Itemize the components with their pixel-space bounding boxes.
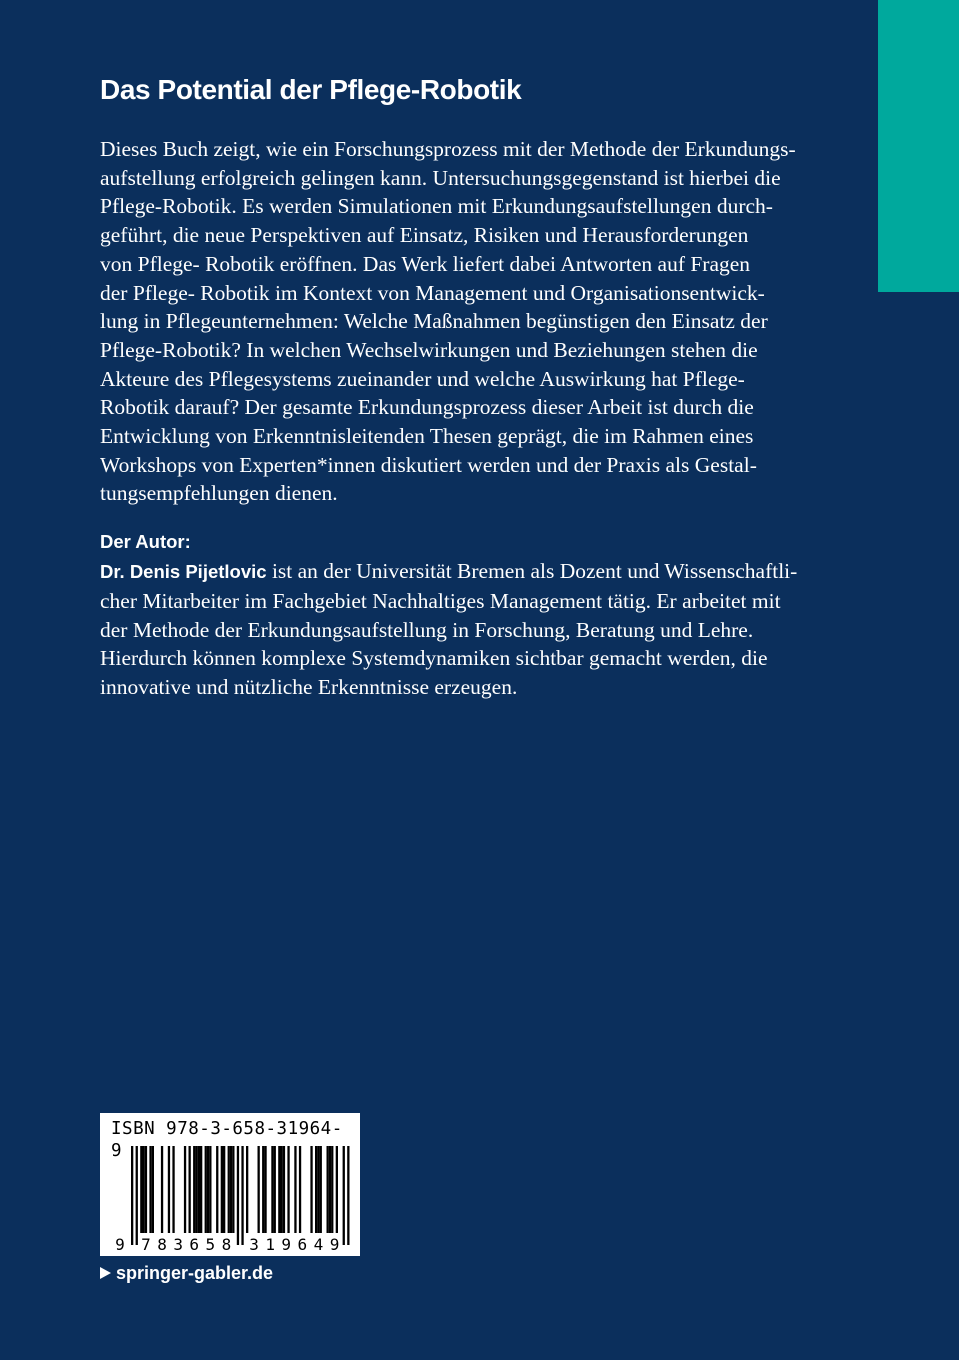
description-line: Robotik darauf? Der gesamte Erkundungsprozess dieser Arbeit ist durch die [100,395,754,420]
barcode-bar [336,1146,338,1233]
barcode-bar [195,1146,197,1233]
barcode-bar [143,1146,145,1233]
barcode-bar [230,1146,232,1233]
barcode-bar [209,1146,211,1233]
barcode-bar [207,1146,209,1233]
barcode-digit: 6 [297,1235,308,1254]
description-line: Pflege-Robotik. Es werden Simulationen mit Erkundungsaufstellungen durch- [100,194,773,219]
barcode-bar [264,1146,266,1233]
book-title: Das Potential der Pflege-Robotik [100,74,522,105]
author-bio-line [100,557,813,587]
barcode-digit: 1 [265,1235,275,1254]
description-line: aufstellung erfolgreich gelingen kann. Untersuchungsgegenstand ist hierbei die [100,165,781,190]
author-bio-line: innovative und nützliche Erkenntnisse erzeugen. [100,675,518,700]
barcode-bar [152,1146,154,1233]
author-bio-first: ist an der Universität Bremen als Dozent und Wissenschaftli- [266,558,798,583]
barcode-guard-bar [237,1146,239,1245]
publisher-url: springer-gabler.de [116,1263,274,1283]
description-line: Akteure des Pflegesystems zueinander und welche Auswirkung hat Pflege- [100,366,745,391]
barcode-guard-bar [343,1146,345,1245]
barcode-digit: 8 [221,1235,232,1254]
barcode-digit: 9 [329,1235,340,1254]
book-description [100,135,813,508]
barcode-digit: 9 [115,1235,125,1254]
accent-color-block [878,0,959,292]
barcode-bar [232,1146,234,1233]
barcode-digit: 3 [249,1235,259,1254]
barcode-bar [327,1146,329,1233]
barcode-bar [294,1146,296,1233]
author-name: Dr. Denis Pijetlovic [100,560,267,582]
barcode-bar [193,1146,195,1233]
barcode-bar [189,1146,191,1233]
barcode-bar [140,1146,142,1233]
barcode-bar [145,1146,147,1233]
barcode-bar [310,1146,312,1233]
isbn-barcode [100,1113,360,1256]
barcode-bar [315,1146,317,1233]
author-bio-line: der Methode der Erkundungsaufstellung in Forschung, Beratung und Lehre. [100,617,754,642]
description-line: lung in Pflegeunternehmen: Welche Maßnahmen begünstigen den Einsatz der [100,309,768,334]
barcode-guard-bar [136,1146,138,1245]
barcode-bar [221,1146,223,1233]
author-bio [100,557,813,703]
arrow-right-icon [100,1267,111,1279]
author-bio-line: Hierdurch können komplexe Systemdynamiken sichtbar gemacht werden, die [100,646,768,671]
author-section [100,528,813,702]
barcode-digit: 9 [281,1235,292,1254]
barcode-bar [149,1146,151,1233]
barcode-digit: 5 [205,1235,216,1254]
description-line: Workshops von Experten*innen diskutiert werden und der Praxis als Gestal- [100,452,757,477]
barcode-bar [205,1146,207,1233]
barcode-digit: 3 [173,1235,183,1254]
barcode-bar [331,1146,333,1233]
barcode-bar [161,1146,163,1233]
barcode-bar [172,1146,174,1233]
description-line: von Pflege- Robotik eröffnen. Das Werk liefert dabei Antworten auf Fragen [100,251,751,276]
description-line: geführt, die neue Perspektiven auf Einsatz, Risiken und Herausforderungen [100,223,749,248]
barcode-bar [262,1146,264,1233]
barcode-graphic [100,1113,360,1256]
barcode-bar [329,1146,331,1233]
barcode-bar [184,1146,186,1233]
description-line: Dieses Buch zeigt, wie ein Forschungsprozess mit der Methode der Erkundungs- [100,137,796,161]
barcode-bar [271,1146,273,1233]
barcode-digit: 8 [157,1235,167,1254]
barcode-bar [168,1146,170,1233]
description-line: tungsempfehlungen dienen. [100,481,338,506]
barcode-digit: 4 [313,1235,324,1254]
barcode-bar [299,1146,301,1233]
barcode-bar [274,1146,276,1233]
description-line: Entwicklung von Erkenntnisleitenden Thesen geprägt, die im Rahmen eines [100,424,754,449]
barcode-digit: 7 [141,1235,151,1254]
barcode-bar [223,1146,225,1233]
barcode-bar [246,1146,248,1233]
isbn-label: ISBN 978-3-658-31964-9 [111,1119,343,1161]
barcode-digit: 6 [189,1235,200,1254]
publisher-link[interactable] [100,1260,273,1286]
barcode-bar [287,1146,289,1233]
barcode-bar [320,1146,322,1233]
barcode-bar [216,1146,218,1233]
barcode-guard-bar [131,1146,133,1245]
barcode-bar [200,1146,202,1233]
description-line: der Pflege- Robotik im Kontext von Management und Organisationsentwick- [100,280,765,305]
barcode-guard-bar [241,1146,243,1245]
barcode-bar [258,1146,260,1233]
author-heading: Der Autor: [100,531,191,552]
barcode-bar [317,1146,319,1233]
barcode-bar [283,1146,285,1233]
barcode-guard-bar [347,1146,349,1245]
author-bio-line: cher Mitarbeiter im Fachgebiet Nachhaltiges Management tätig. Er arbeitet mit [100,588,781,613]
barcode-bar [281,1146,283,1233]
description-line: Pflege-Robotik? In welchen Wechselwirkungen und Beziehungen stehen die [100,337,758,362]
barcode-bar [198,1146,200,1233]
barcode-bar [278,1146,280,1233]
barcode-bar [228,1146,230,1233]
